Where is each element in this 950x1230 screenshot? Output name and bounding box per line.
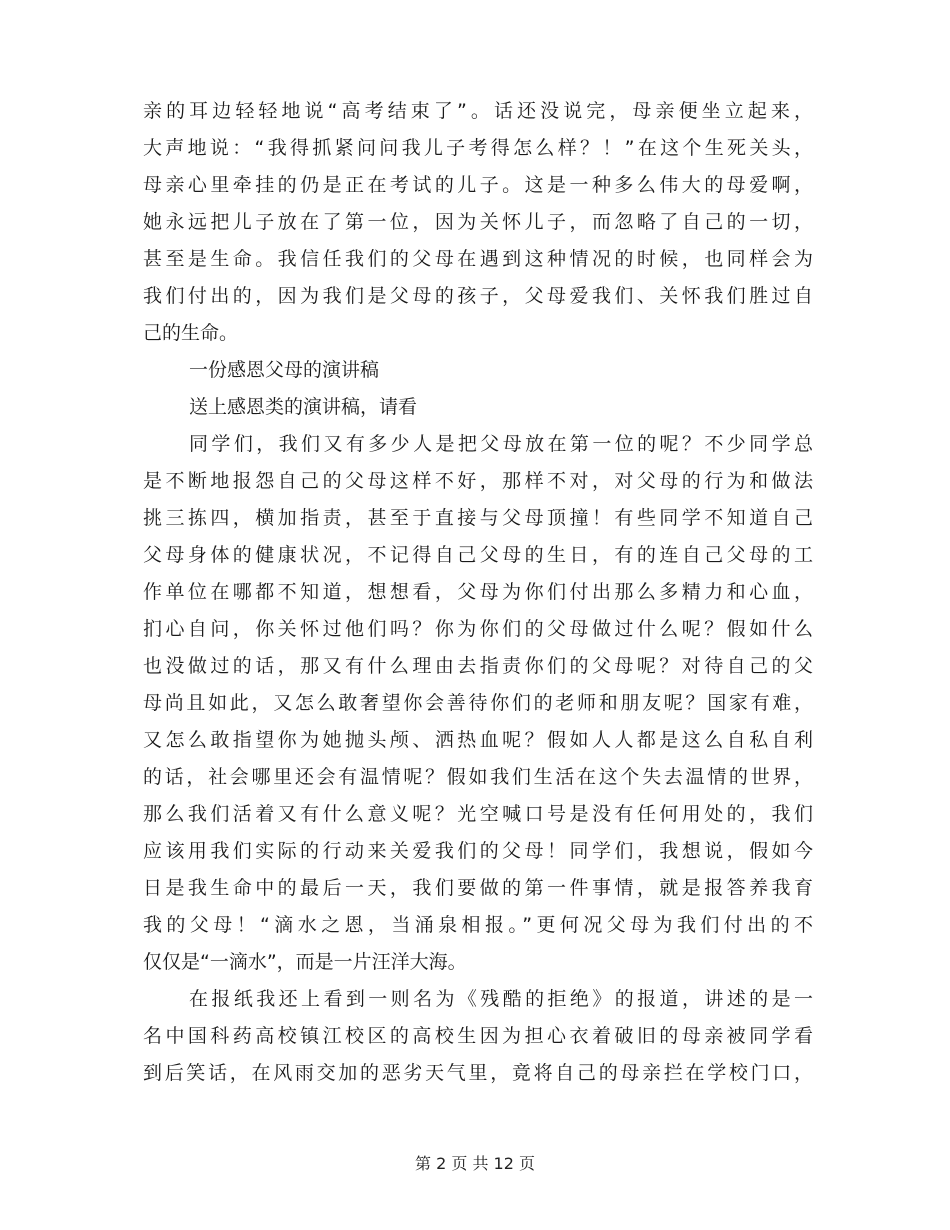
text-line: 我们付出的，因为我们是父母的孩子，父母爱我们、关怀我们胜过自 <box>143 285 813 307</box>
text-line: 她永远把儿子放在了第一位，因为关怀儿子，而忽略了自己的一切， <box>143 211 813 233</box>
section-heading: 一份感恩父母的演讲稿 <box>189 359 380 381</box>
text-line: 我的父母！“滴水之恩，当涌泉相报。”更何况父母为我们付出的不 <box>143 914 813 936</box>
paragraph-start-line: 同学们，我们又有多少人是把父母放在第一位的呢？不少同学总 <box>189 433 813 455</box>
page-number-footer: 第 2 页 共 12 页 <box>415 1154 535 1173</box>
document-body <box>143 93 813 1092</box>
text-line: 的话，社会哪里还会有温情呢？假如我们生活在这个失去温情的世界， <box>143 766 813 788</box>
text-line: 是不断地报怨自己的父母这样不好，那样不对，对父母的行为和做法 <box>143 470 813 492</box>
text-line: 作单位在哪都不知道，想想看，父母为你们付出那么多精力和心血， <box>143 581 813 603</box>
text-line: 甚至是生命。我信任我们的父母在遇到这种情况的时候，也同样会为 <box>143 248 813 270</box>
text-line: 应该用我们实际的行动来关爱我们的父母！同学们，我想说，假如今 <box>143 840 813 862</box>
text-line: 父母身体的健康状况，不记得自己父母的生日，有的连自己父母的工 <box>143 544 813 566</box>
text-line: 那么我们活着又有什么意义呢？光空喊口号是没有任何用处的，我们 <box>143 803 813 825</box>
text-line: 挑三拣四，横加指责，甚至于直接与父母顶撞！有些同学不知道自己 <box>143 507 813 529</box>
text-line: 仅仅是“一滴水”，而是一片汪洋大海。 <box>143 951 467 973</box>
text-line: 名中国科药高校镇江校区的高校生因为担心衣着破旧的母亲被同学看 <box>143 1025 813 1047</box>
paragraph-start-line: 在报纸我还上看到一则名为《残酷的拒绝》的报道，讲述的是一 <box>189 988 813 1010</box>
text-line: 到后笑话，在风雨交加的恶劣天气里，竟将自己的母亲拦在学校门口， <box>143 1062 813 1084</box>
text-line: 又怎么敢指望你为她抛头颅、洒热血呢？假如人人都是这么自私自利 <box>143 729 813 751</box>
text-line: 母尚且如此，又怎么敢奢望你会善待你们的老师和朋友呢？国家有难， <box>143 692 813 714</box>
text-line: 己的生命。 <box>143 322 239 344</box>
text-line: 亲的耳边轻轻地说“高考结束了”。话还没说完，母亲便坐立起来， <box>143 100 813 122</box>
text-line: 扪心自问，你关怀过他们吗？你为你们的父母做过什么呢？假如什么 <box>143 618 813 640</box>
text-line: 日是我生命中的最后一天，我们要做的第一件事情，就是报答养我育 <box>143 877 813 899</box>
subheading: 送上感恩类的演讲稿，请看 <box>189 396 418 418</box>
text-line: 母亲心里牵挂的仍是正在考试的儿子。这是一种多么伟大的母爱啊， <box>143 174 813 196</box>
text-line: 也没做过的话，那又有什么理由去指责你们的父母呢？对待自己的父 <box>143 655 813 677</box>
text-line: 大声地说：“我得抓紧问问我儿子考得怎么样？！”在这个生死关头， <box>143 137 813 159</box>
